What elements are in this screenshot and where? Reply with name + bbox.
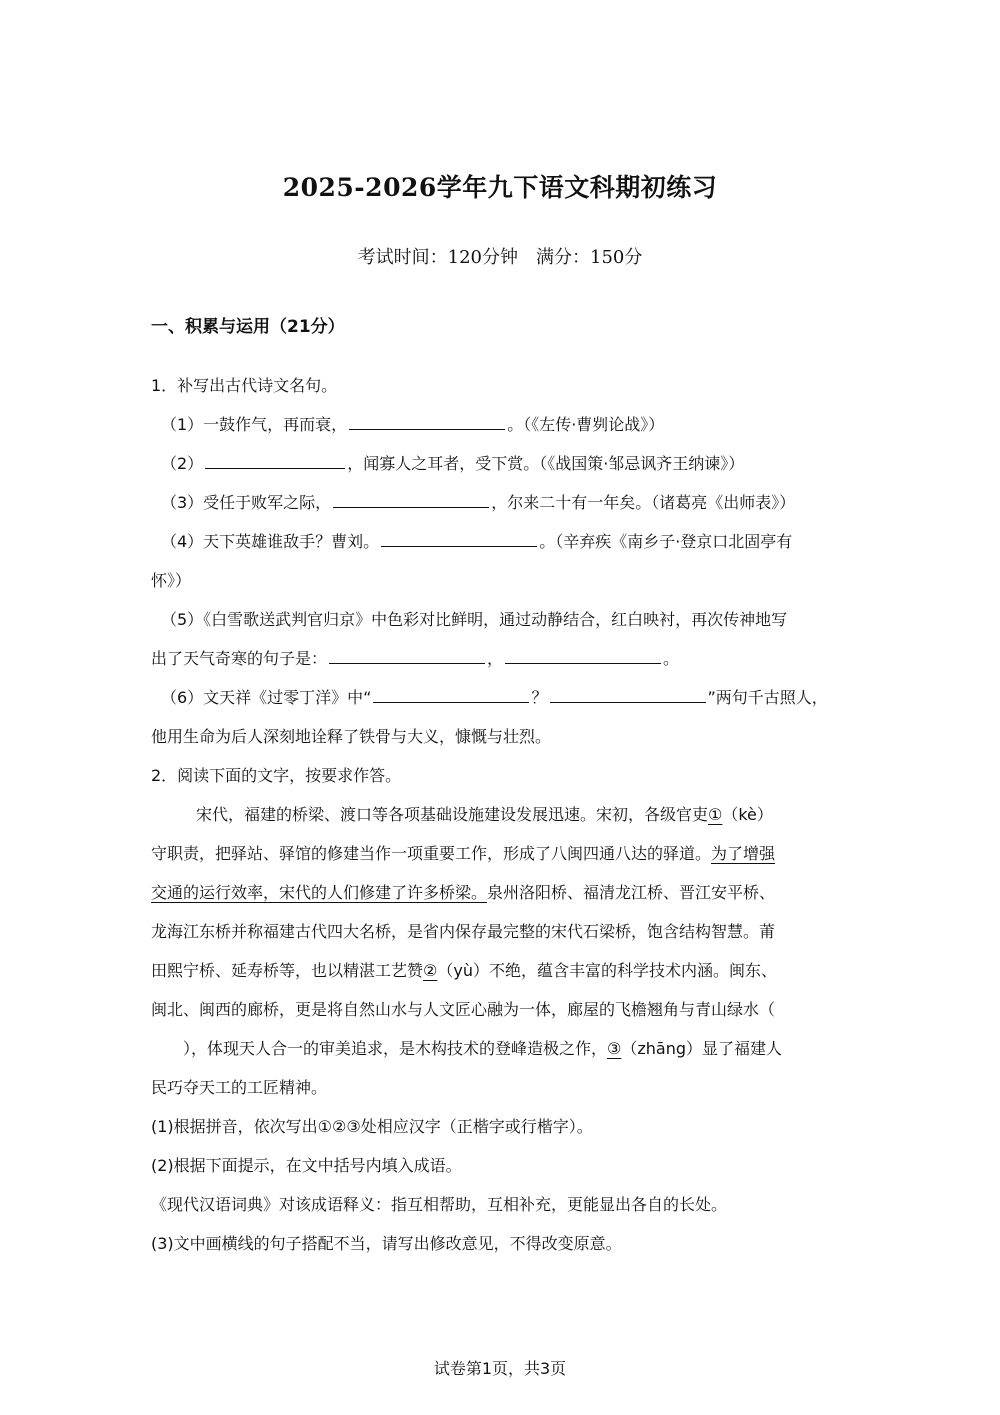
question-1-item-2 [151, 444, 851, 483]
section-heading: 一、积累与运用（21分） [151, 317, 345, 337]
item-text: 。 [663, 649, 680, 668]
page-title: 2025-2026学年九下语文科期初练习 [282, 173, 718, 202]
passage-text: 田熙宁桥、延寿桥等，也以精湛工艺赞 [151, 961, 424, 980]
question-2-sub-2: (2)根据下面提示，在文中括号内填入成语。 [151, 1156, 462, 1175]
passage-line [151, 951, 851, 990]
answer-blank[interactable] [333, 491, 489, 508]
passage-text: 泉州洛阳桥、福清龙江桥、晋江安平桥、 [487, 883, 776, 902]
question-1-stem: 1．补写出古代诗文名句。 [151, 376, 338, 395]
answer-blank[interactable] [505, 647, 661, 664]
item-text: （6）文天祥《过零丁洋》中“ [161, 688, 372, 707]
question-2-stem: 2．阅读下面的文字，按要求作答。 [151, 766, 402, 785]
passage-text: （kè） [722, 805, 773, 824]
question-1-item-3 [151, 483, 851, 522]
passage-text: （yù）不绝，蕴含丰富的科学技术内涵。闽东、 [437, 961, 777, 980]
item-text: 出了天气奇寒的句子是： [151, 649, 328, 668]
answer-blank[interactable] [550, 686, 706, 703]
passage-line: 闽北、闽西的廊桥，更是将自然山水与人文匠心融为一体，廊屋的飞檐翘角与青山绿水（ [151, 1000, 776, 1019]
item-text: （3）受任于败军之际， [161, 493, 332, 512]
answer-blank[interactable] [329, 647, 485, 664]
item-text: ， [487, 649, 504, 668]
question-1-item-4 [151, 522, 851, 561]
passage-line: 民巧夺天工的工匠精神。 [151, 1078, 328, 1097]
question-content [151, 366, 851, 1263]
underlined-sentence: 交通的运行效率，宋代的人们修建了许多桥梁。 [151, 883, 488, 902]
passage-text: （zhāng）显了福建人 [621, 1039, 783, 1058]
passage-text: ），体现天人合一的审美追求，是木构技术的登峰造极之作， [151, 1039, 608, 1058]
answer-blank[interactable] [205, 452, 345, 469]
item-text: ，闻寡人之耳者，受下赏。（《战国策·邹忌讽齐王纳谏》） [347, 454, 745, 473]
passage-line [151, 873, 851, 912]
item-text: （4）天下英雄谁敌手？曹刘。 [161, 532, 380, 551]
answer-blank[interactable] [373, 686, 529, 703]
blank-marker-3: ③ [607, 1039, 622, 1058]
item-text: ”两句千古照人， [707, 688, 828, 707]
passage-text: 宋代，福建的桥梁、渡口等各项基础设施建设发展迅速。宋初，各级官吏 [196, 805, 709, 824]
passage-line [151, 795, 851, 834]
question-1-item-5-cont [151, 639, 851, 678]
passage-text: 守职责，把驿站、驿馆的修建当作一项重要工作，形成了八闽四通八达的驿道。 [151, 844, 712, 863]
passage-line [151, 834, 851, 873]
question-1-item-1 [151, 405, 851, 444]
underlined-sentence: 为了增强 [711, 844, 776, 863]
item-text: 。（辛弃疾《南乡子·登京口北固亭有 [539, 532, 793, 551]
page-footer: 试卷第1页，共3页 [433, 1359, 567, 1378]
passage-line: 龙海江东桥并称福建古代四大名桥，是省内保存最完整的宋代石梁桥，饱含结构智慧。莆 [151, 922, 776, 941]
passage-line [151, 1029, 851, 1068]
exam-info: 考试时间：120分钟 满分：150分 [357, 247, 643, 268]
answer-blank[interactable] [381, 530, 537, 547]
question-2-sub-1: (1)根据拼音，依次写出①②③处相应汉字（正楷字或行楷字）。 [151, 1117, 593, 1136]
answer-blank[interactable] [349, 413, 505, 430]
question-1-item-5: （5）《白雪歌送武判官归京》中色彩对比鲜明，通过动静结合，红白映衬，再次传神地写 [161, 610, 788, 629]
question-1-item-6 [151, 678, 851, 717]
question-1-item-4-cont: 怀》） [151, 571, 192, 590]
question-1-item-6-cont: 他用生命为后人深刻地诠释了铁骨与大义，慷慨与壮烈。 [151, 727, 552, 746]
item-text: （2） [161, 454, 204, 473]
item-text: （1）一鼓作气，再而衰， [161, 415, 348, 434]
item-text: ？ [531, 688, 548, 707]
item-text: 。（《左传·曹刿论战》） [507, 415, 665, 434]
question-2-sub-3: (3)文中画横线的句子搭配不当，请写出修改意见，不得改变原意。 [151, 1234, 622, 1253]
blank-marker-1: ① [708, 805, 723, 824]
blank-marker-2: ② [423, 961, 438, 980]
question-2-sub-2-hint: 《现代汉语词典》对该成语释义：指互相帮助，互相补充，更能显出各自的长处。 [151, 1195, 728, 1214]
item-text: ，尔来二十有一年矣。（诸葛亮《出师表》） [491, 493, 796, 512]
